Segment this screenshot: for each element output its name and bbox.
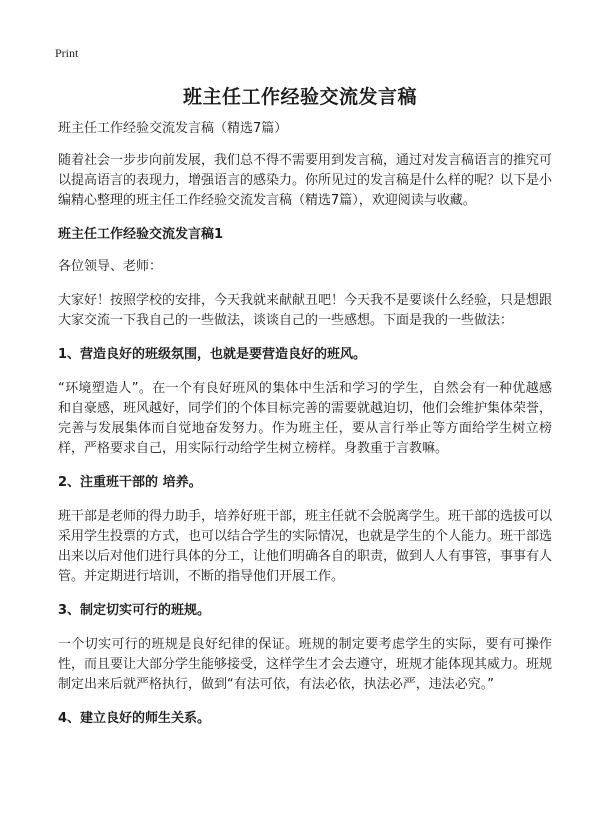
point-body-3: 一个切实可行的班规是良好纪律的保证。班规的制定要考虑学生的实际，要有可操作性，而且要让大部分学生能够接受，这样学生才会去遵守，班规才能体现其威力。班规制定出来后就严格执行，做到“有法可依，有法必依，执法必严，违法必究。” [58,637,553,692]
print-link[interactable]: Print [55,46,79,60]
point-body-2: 班干部是老师的得力助手，培养好班干部，班主任就不会脱离学生。班干部的选拔可以采用学生投票的方式，也可以结合学生的实际情况，也就是学生的个人能力。班干部选出来以后对他们进行具体的分工，让他们明确各自的职责，做到人人有事管，事事有人管。并定期进行培训，不断的指导他们开展工作。 [58,509,553,584]
article-subtitle: 班主任工作经验交流发言稿（精选7篇） [58,121,288,136]
page-title: 班主任工作经验交流发言稿 [182,86,417,108]
article-body [58,119,552,743]
section-heading: 班主任工作经验交流发言稿1 [58,227,224,242]
point-heading-2: 2、注重班干部的 培养。 [58,475,202,490]
point-heading-3: 3、制定切实可行的班规。 [58,603,211,618]
point-heading-1: 1、营造良好的班级氛围，也就是要营造良好的班风。 [58,347,367,362]
point-body-1: “环境塑造人”。在一个有良好班风的集体中生活和学习的学生，自然会有一种优越感和自豪感，班风越好，同学们的个体目标完善的需要就越迫切，他们会维护集体荣誉，完善与发展集体而自觉地奋发努力。作为班主任，要从言行举止等方面给学生树立榜样，严格要求自己，用实际行动给学生树立榜样。身教重于言教嘛。 [58,381,553,456]
intro-paragraph: 随着社会一步步向前发展，我们总不得不需要用到发言稿，通过对发言稿语言的推究可以提高语言的表现力，增强语言的感染力。你所见过的发言稿是什么样的呢？以下是小编精心整理的班主任工作经验交流发言稿（精选7篇），欢迎阅读与收藏。 [58,153,553,208]
greeting-line: 各位领导、老师： [58,259,163,274]
point-heading-4: 4、建立良好的师生关系。 [58,711,211,726]
opening-paragraph: 大家好！按照学校的安排，今天我就来献献丑吧！今天我不是要谈什么经验，只是想跟大家交流一下我自己的一些做法，谈谈自己的一些感想。下面是我的一些做法： [58,293,553,328]
